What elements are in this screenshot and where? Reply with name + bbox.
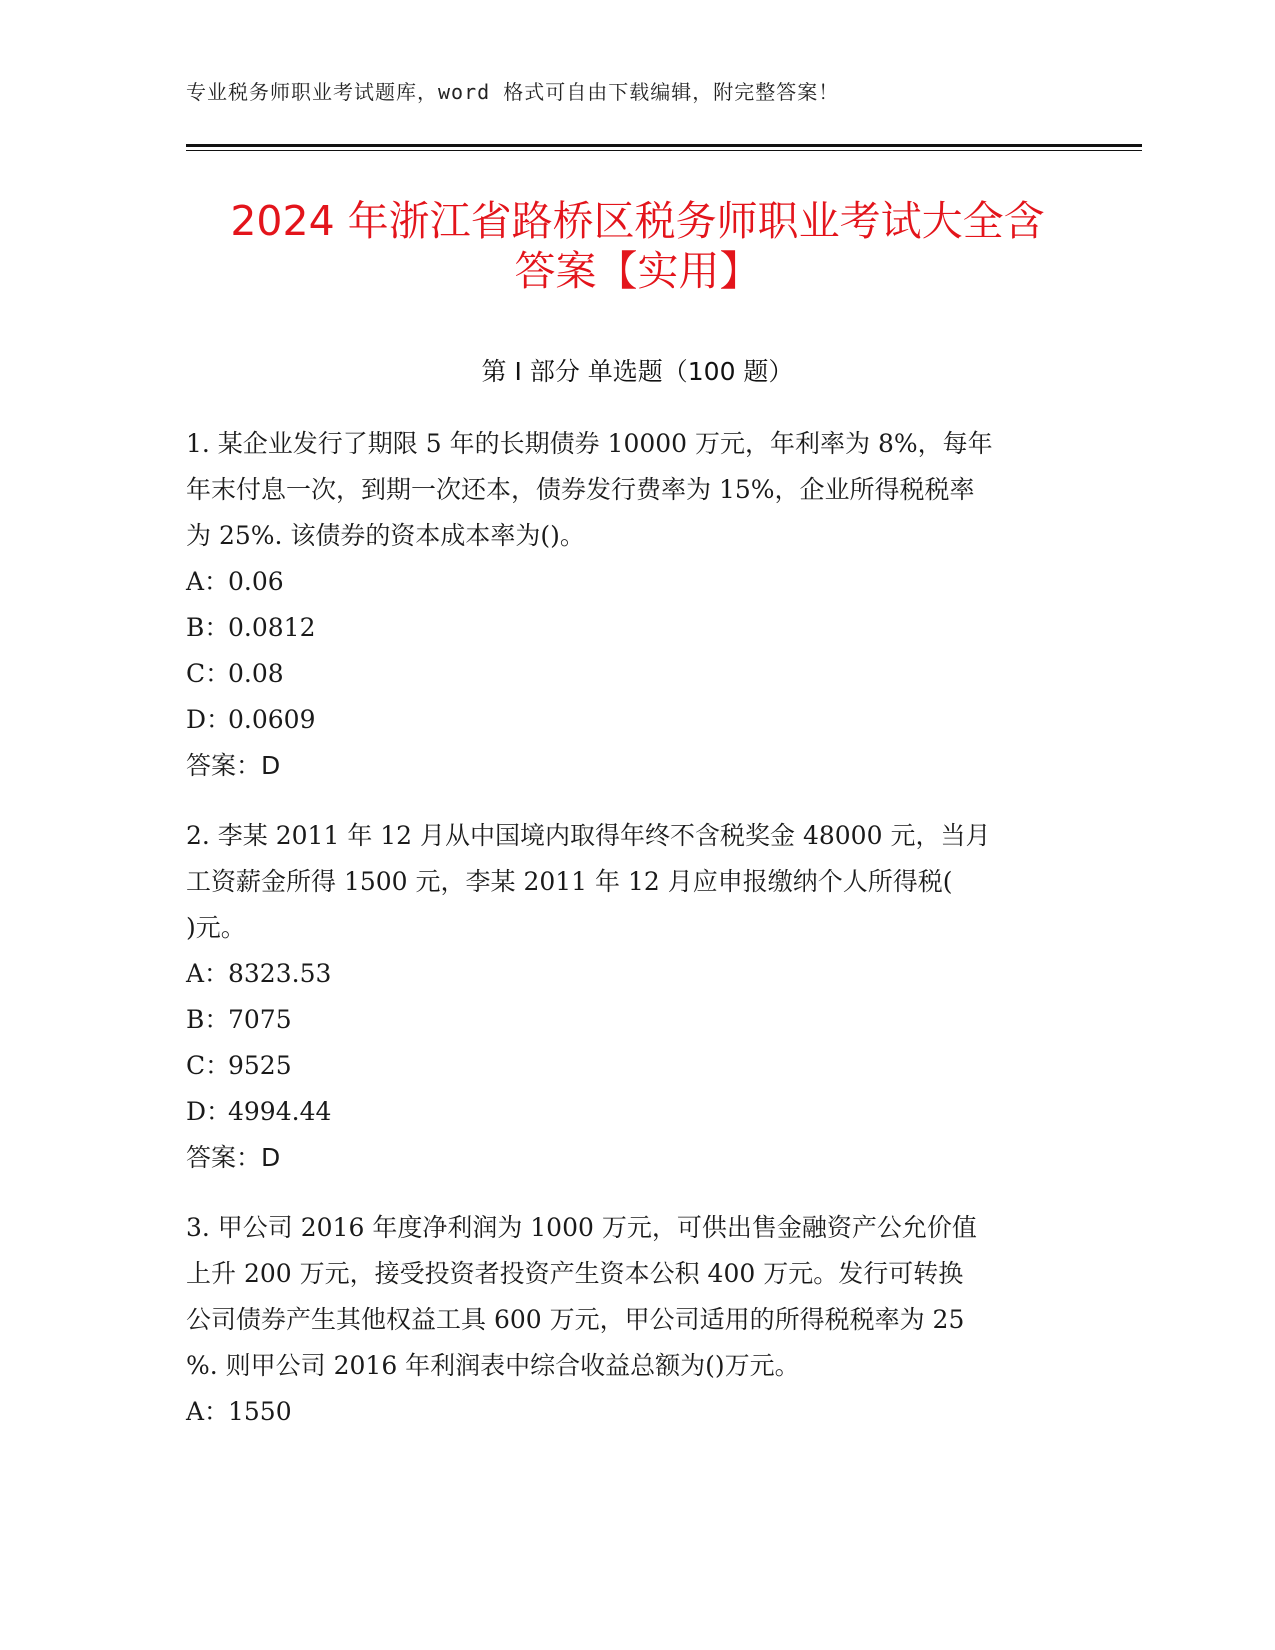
option-d [186, 1089, 1076, 1135]
title-line-2: 答案【实用】 [514, 247, 761, 295]
option-text: 0.08 [228, 659, 284, 688]
option-d [186, 697, 1076, 743]
question-stem-line: 1. 某企业发行了期限 5 年的长期债券 10000 万元，年利率为 8%，每年 [186, 429, 993, 458]
option-label: C： [186, 659, 231, 688]
option-label: B： [186, 613, 230, 642]
option-label: A： [186, 567, 230, 596]
question-stem-line: )元。 [186, 913, 246, 942]
option-text: 8323.53 [228, 959, 332, 988]
question-3 [186, 1205, 1076, 1435]
header-note: 专业税务师职业考试题库，word 格式可自由下载编辑，附完整答案！ [186, 80, 840, 104]
option-b [186, 605, 1076, 651]
option-label: B： [186, 1005, 230, 1034]
option-label: D： [186, 705, 232, 734]
option-a [186, 951, 1076, 997]
question-stem-line: 上升 200 万元，接受投资者投资产生资本公积 400 万元。发行可转换 [186, 1259, 964, 1288]
question-stem-line: 3. 甲公司 2016 年度净利润为 1000 万元，可供出售金融资产公允价值 [186, 1213, 977, 1242]
question-stem-line: %. 则甲公司 2016 年利润表中综合收益总额为()万元。 [186, 1351, 800, 1380]
header-rule-thick [186, 144, 1142, 147]
question-stem-line: 为 25%. 该债券的资本成本率为()。 [186, 521, 585, 550]
option-label: A： [186, 1397, 230, 1426]
option-label: C： [186, 1051, 231, 1080]
option-label: A： [186, 959, 230, 988]
answer: 答案：D [186, 1143, 281, 1172]
question-stem-line: 年末付息一次，到期一次还本，债券发行费率为 15%，企业所得税税率 [186, 475, 975, 504]
option-c [186, 651, 1076, 697]
option-a [186, 1389, 1076, 1435]
question-stem-line: 工资薪金所得 1500 元，李某 2011 年 12 月应申报缴纳个人所得税( [186, 867, 953, 896]
option-text: 1550 [228, 1397, 292, 1426]
answer: 答案：D [186, 751, 281, 780]
question-2 [186, 813, 1076, 1181]
option-b [186, 997, 1076, 1043]
question-stem-line: 2. 李某 2011 年 12 月从中国境内取得年终不含税奖金 48000 元，当月 [186, 821, 991, 850]
option-text: 9525 [228, 1051, 292, 1080]
option-label: D： [186, 1097, 232, 1126]
option-text: 0.06 [228, 567, 284, 596]
option-c [186, 1043, 1076, 1089]
option-text: 4994.44 [228, 1097, 332, 1126]
option-a [186, 559, 1076, 605]
question-stem-line: 公司债券产生其他权益工具 600 万元，甲公司适用的所得税税率为 25 [186, 1305, 965, 1334]
option-text: 0.0609 [228, 705, 316, 734]
option-text: 0.0812 [228, 613, 316, 642]
option-text: 7075 [228, 1005, 292, 1034]
title-line-1: 2024 年浙江省路桥区税务师职业考试大全含 [230, 197, 1045, 245]
question-1 [186, 421, 1076, 789]
section-heading: 第 I 部分 单选题（100 题） [481, 357, 794, 386]
document-title [150, 196, 1125, 296]
header-rule-thin [186, 150, 1142, 151]
